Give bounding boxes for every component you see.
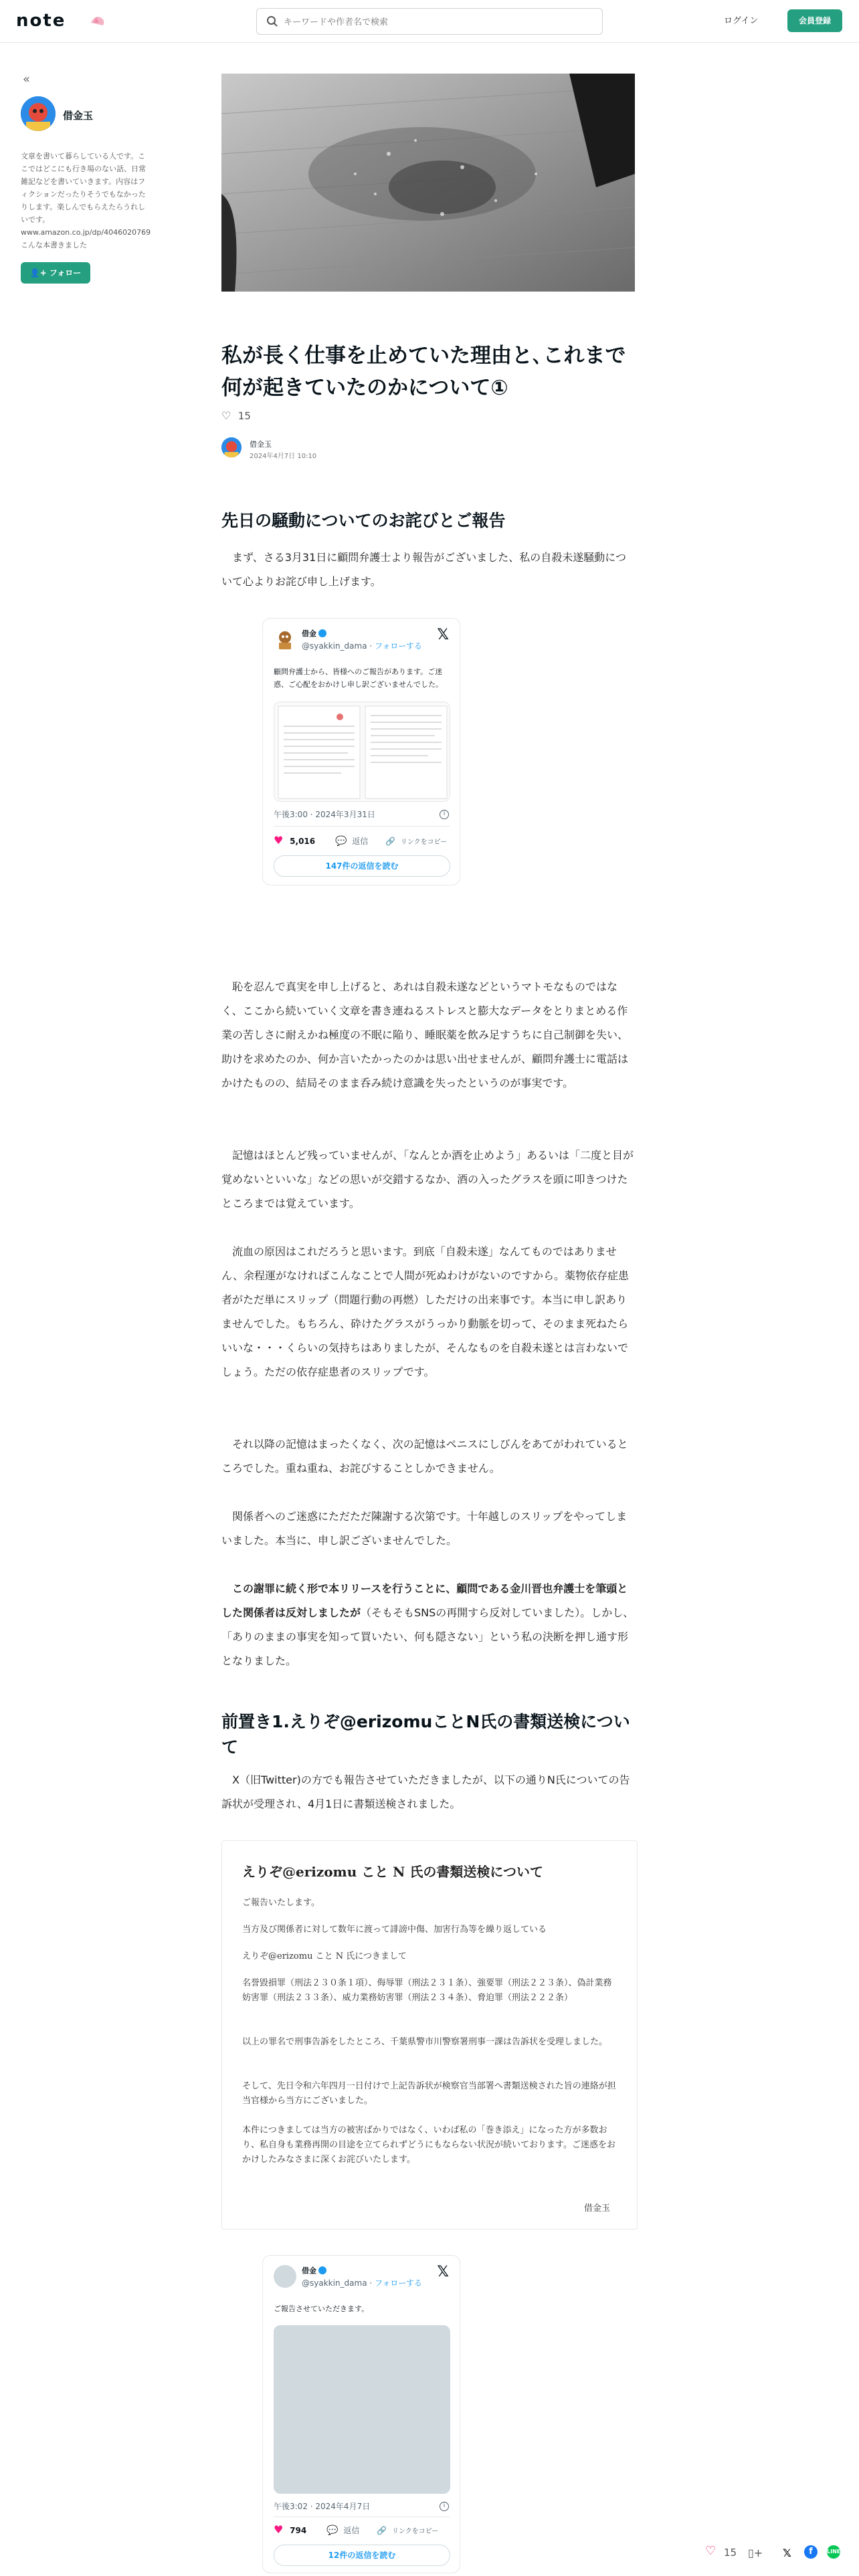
tweet-avatar[interactable] (274, 628, 296, 651)
tweet-like-count: 5,016 (290, 837, 316, 846)
tweet-avatar[interactable] (274, 2265, 296, 2288)
paragraph: 恥を忍んで真実を申し上げると、あれは自殺未遂などというマトモなものではなく、ここから続いていく文章を書き連ねるストレスと膨大なデータをとりまとめる作業の苦しさに耐えかね極度の不眠に陥り、睡眠薬を飲み足すうちに自己制御を失い、助けを求めたのか、何か言いたかったのかは思い出せませんが、顧問弁護士に電話はかけたものの、結局そのまま呑み続け意識を失ったというのが事実です。 (221, 980, 629, 1089)
info-icon[interactable]: i (440, 2502, 449, 2511)
heart-icon[interactable]: ♡ (221, 409, 231, 422)
author-bio: 文章を書いて暮らしている人です。ここではどこにも行き場のない話、日常雑記などを書いていきます。内容はフィクションだったりそうでもなかったりします。楽しんでもらえたらうれしいです。www.amazon.co.jp/dp/4046020769こんな本書きました (21, 152, 151, 249)
article-byline (221, 437, 422, 461)
embedded-tweet[interactable] (262, 618, 460, 885)
hero-image (221, 74, 635, 292)
paragraph-bold: この謝罪に続く形で本リリースを行うことに、顧問である金川晋也弁護士を筆頭とした関係者は反対しましたが (221, 1582, 628, 1619)
document-line: 名誉毀損罪（刑法２３０条１項）、侮辱罪（刑法２３１条）、強要罪（刑法２２３条）、偽計業務妨害罪（刑法２３３条）、威力業務妨害罪（刑法２３４条）、脅迫罪（刑法２２２条） (242, 1978, 612, 2003)
info-icon[interactable]: i (440, 810, 449, 819)
verified-badge-icon (318, 629, 326, 637)
avatar-illustration-icon (21, 96, 56, 131)
search-bar[interactable] (256, 8, 603, 35)
tweet-text: 顧問弁護士から、皆様へのご報告があります。ご迷惑、ご心配をおかけし申し訳ございませんでした。 (274, 667, 443, 689)
tweet-author-name[interactable]: 借金 (302, 628, 326, 639)
tweet-actions (274, 834, 450, 847)
link-icon[interactable]: 🔗 (377, 2526, 387, 2535)
follow-label: フォロー (49, 268, 82, 278)
document-line: えりぞ@erizomu こと N 氏につきまして (242, 1951, 407, 1961)
tweet-media[interactable] (274, 702, 450, 802)
follow-button[interactable] (21, 262, 90, 284)
article-like-row[interactable] (221, 409, 251, 422)
tweet-reply-label[interactable]: 返信 (343, 2526, 360, 2535)
document-line: 以上の罪名で刑事告訴をしたところ、千葉県警市川警察署刑事一課は告訴状を受理しました。 (242, 2037, 608, 2047)
collapse-sidebar-icon[interactable]: « (23, 72, 31, 86)
tweet-reply-label[interactable]: 返信 (352, 837, 369, 846)
search-input[interactable] (284, 14, 591, 30)
paragraph: 記憶はほとんど残っていませんが、「なんとか酒を止めよう」あるいは「二度と目が覚めないといいな」などの思いが交錯するなか、酒の入ったグラスを頭に叩きつけたところまでは覚えています。 (221, 1149, 634, 1210)
reply-icon[interactable]: 💬 (335, 836, 347, 847)
tweet-follow-link[interactable]: フォローする (375, 2278, 422, 2288)
document-line: ご報告いたします。 (242, 1898, 320, 1908)
x-logo-icon[interactable]: 𝕏 (437, 2264, 449, 2280)
tweet-follow-link[interactable]: フォローする (375, 641, 422, 651)
tweet-divider (274, 826, 450, 827)
heart-icon[interactable]: ♥ (274, 2523, 284, 2536)
paragraph: X（旧Twitter)の方でも報告させていただきましたが、以下の通りN氏についての告訴状が受理され、4月1日に書類送検されました。 (221, 1774, 630, 1810)
link-icon[interactable]: 🔗 (385, 837, 396, 846)
paragraph: それ以降の記憶はまったくなく、次の記憶はペニスにしびんをあてがわれているところでした。重ね重ね、お詫びすることしかできません。 (221, 1438, 628, 1475)
heart-icon[interactable]: ♥ (274, 834, 284, 847)
author-avatar[interactable] (21, 96, 56, 131)
section-heading: 前置き1.えりぞ@erizomuことN氏の書類送検について (221, 1712, 630, 1757)
facebook-share-icon[interactable]: f (804, 2545, 818, 2559)
signup-button[interactable]: 会員登録 (787, 9, 842, 32)
x-share-icon[interactable]: 𝕏 (783, 2547, 791, 2559)
bottom-action-bar (0, 2529, 859, 2576)
tweet-copy-link[interactable]: リンクをコピー (400, 839, 448, 846)
byline-avatar[interactable] (221, 437, 242, 457)
verified-badge-icon (318, 2266, 326, 2274)
site-header (0, 0, 859, 43)
embedded-tweet[interactable] (262, 2255, 460, 2573)
tweet-handle[interactable]: @syakkin_dama · フォローする (302, 2278, 422, 2288)
paragraph-rest: （そもそもSNSの再開すら反対していました）。しかし、「ありのままの事実を知って買いたい、何も隠さない」という私の決断を押し通す形となりました。 (221, 1606, 634, 1667)
magazine-add-icon[interactable]: ▯+ (748, 2547, 763, 2559)
bottom-like-count: 15 (724, 2547, 737, 2559)
paragraph-emphasis (221, 1577, 636, 1673)
document-image (221, 1840, 638, 2230)
tweet-read-replies-button[interactable]: 12件の返信を読む (274, 2545, 450, 2566)
login-link[interactable]: ログイン (724, 16, 759, 26)
tweet-timestamp[interactable]: 午後3:02 · 2024年4月7日 (274, 2502, 371, 2511)
section-heading: 先日の騒動についてのお詫びとご報告 (221, 511, 506, 530)
byline-author[interactable]: 借金玉 (250, 440, 272, 449)
tweet-like-count: 794 (290, 2526, 307, 2535)
user-plus-icon: 👤+ (29, 268, 47, 278)
document-line: そして、先日令和六年四月一日付けで上記告訴状が検察官当部署へ書類送検された旨の連絡が担当官様から当方にございました。 (242, 2081, 616, 2106)
tweet-media-placeholder[interactable] (274, 2325, 450, 2494)
tweet-read-replies-button[interactable]: 147件の返信を読む (274, 855, 450, 877)
tweet-copy-link[interactable]: リンクをコピー (391, 2528, 439, 2535)
article-like-count: 15 (237, 410, 251, 422)
paragraph: まず、さる3月31日に顧問弁護士より報告がございました、私の自殺未遂騒動について心よりお詫び申し上げます。 (221, 551, 626, 588)
document-title: えりぞ@erizomu こと N 氏の書類送検について (242, 1864, 544, 1880)
heart-icon[interactable]: ♡ (705, 2544, 717, 2558)
reply-icon[interactable]: 💬 (326, 2525, 339, 2536)
search-icon (266, 15, 278, 27)
tweet-text: ご報告させていただきます。 (274, 2304, 369, 2313)
tweet-divider (274, 2516, 450, 2517)
note-logo[interactable]: note (16, 11, 66, 31)
note-logo-mark-icon (90, 13, 107, 28)
document-scan-image (274, 702, 450, 802)
article-title: 私が長く仕事を止めていた理由と､これまで何が起きていたのかについて① (221, 344, 626, 400)
floor-photo-image (221, 74, 635, 292)
line-share-icon[interactable]: LINE (827, 2545, 840, 2559)
tweet-author-name[interactable]: 借金 (302, 2265, 326, 2276)
byline-date: 2024年4月7日 10:10 (250, 453, 317, 460)
paragraph: 流血の原因はこれだろうと思います。到底「自殺未遂」なんてものではありません、余程運がなければこんなことで人間が死ぬわけがないのですから。薬物依存症患者がただ単にスリップ（問題行動の再燃）しただけの出来事です。本当に申し訳ありませんでした。もちろん、砕けたグラスがうっかり動脈を切って、そのまま死ねたらいいな・・・くらいの気持ちはありましたが、そんなものを自殺未遂とは言わないでしょう。ただの依存症患者のスリップです。 (221, 1245, 629, 1378)
paragraph: 関係者へのご迷惑にただただ陳謝する次第です。十年越しのスリップをやってしまいました。本当に、申し訳ございませんでした。 (221, 1510, 628, 1547)
avatar-illustration-icon (221, 437, 242, 457)
author-name[interactable]: 借金玉 (63, 110, 94, 122)
document-signature: 借金玉 (583, 2204, 610, 2214)
tweet-timestamp[interactable]: 午後3:00 · 2024年3月31日 (274, 810, 375, 819)
document-line: 本件につきましては当方の被害ばかりではなく、いわば私の「巻き添え」になった方が多数おり、私自身も業務再開の目途を立てられずどうにもならない状況が続いております。ご迷惑をおかけしたみなさまに深くお詫びいたします。 (242, 2125, 615, 2165)
document-line: 当方及び関係者に対して数年に渡って誹謗中傷、加害行為等を繰り返している (242, 1925, 547, 1935)
tweet-handle[interactable]: @syakkin_dama · フォローする (302, 641, 422, 651)
x-logo-icon[interactable]: 𝕏 (437, 627, 449, 643)
